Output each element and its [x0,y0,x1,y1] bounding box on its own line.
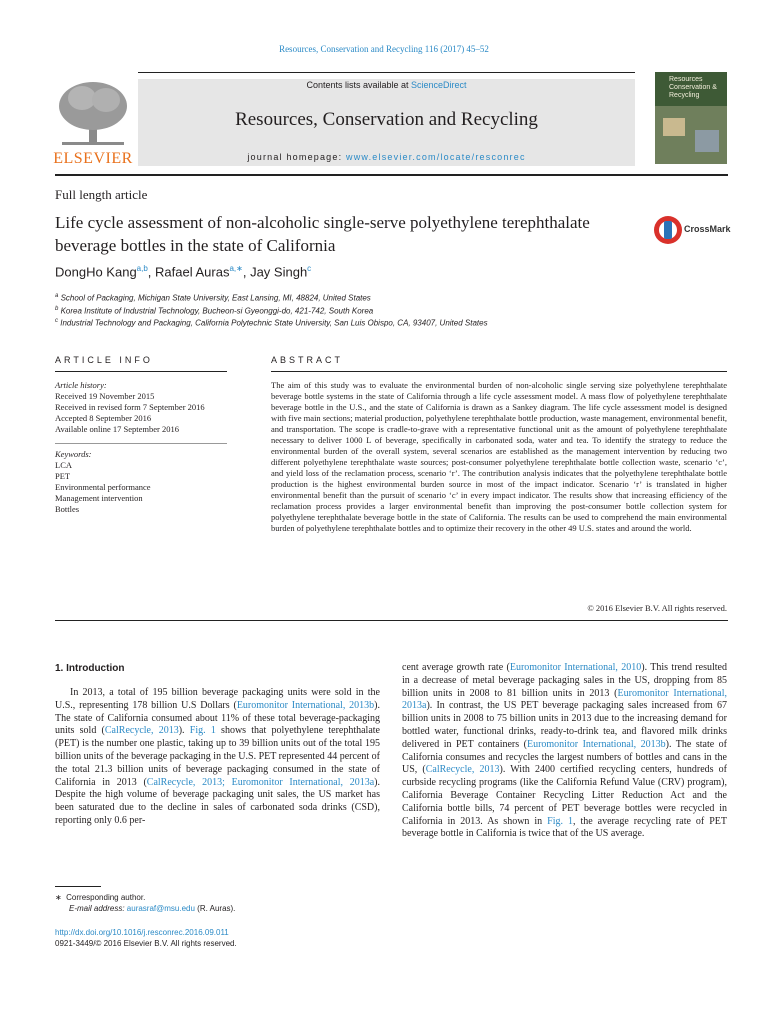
citation-link[interactable]: CalRecycle, 2013 [104,725,179,737]
author-name[interactable]: DongHo Kang [55,264,137,280]
journal-cover-image [655,72,727,164]
keyword-item: Management intervention [55,493,143,503]
citation-link[interactable]: Euromonitor International, 2013a [402,687,727,712]
keyword-item: Bottles [55,504,80,514]
cover-photo-tile [695,130,719,152]
corresponding-label: Corresponding author. [66,893,146,902]
body-text: , the average recycling rate of PET beverage bottle in California is twice that of the US average. [402,815,727,840]
abstract-rule [271,371,727,372]
cover-photo-tile [663,118,685,136]
author-affiliation-marks[interactable]: c [307,264,312,273]
history-item: Accepted 8 September 2016 [55,413,152,423]
article-info-rule [55,371,227,372]
keywords-block [55,449,227,515]
citation-link[interactable]: CalRecycle, 2013 [425,764,500,776]
homepage-prefix: journal homepage: [247,152,346,162]
keyword-item: PET [55,471,71,481]
body-column-right [402,662,727,841]
corresponding-author-note [55,892,355,903]
author-separator: , [242,264,251,280]
affiliations [55,291,655,329]
doi-link[interactable]: http://dx.doi.org/10.1016/j.resconrec.2016.09.011 [55,928,229,937]
body-text: ). This trend resulted in a decrease of metal beverage packaging sales in the US, dropping from 85 billion units in 2008 to 81 billion units in 2013 ( [402,662,727,699]
affiliation-text: School of Packaging, Michigan State University, East Lansing, MI, 48824, United States [58,293,371,303]
homepage-link[interactable]: www.elsevier.com/locate/resconrec [346,152,526,162]
affiliation-item [55,316,655,329]
article-title: Life cycle assessment of non-alcoholic single-serve polyethylene terephthalate beverage bottles in the state of California [55,213,590,255]
author-name[interactable]: Jay Singh [250,264,308,280]
body-column-left [55,687,380,828]
article-info-heading: ARTICLE INFO [55,355,153,365]
doi-block [55,927,355,949]
keyword-list [55,460,227,515]
author-affiliation-marks[interactable]: a,∗ [229,264,243,273]
homepage-line [138,152,635,162]
citation-link[interactable]: Fig. 1 [547,815,573,827]
abstract-heading: ABSTRACT [271,355,344,365]
abstract-bottom-rule [55,620,728,621]
footnote-rule [55,886,101,887]
email-suffix: (R. Auras). [194,904,236,913]
introduction-heading: 1. Introduction [55,663,125,674]
publisher-name: ELSEVIER [53,150,133,167]
author-list [55,264,311,279]
author-separator: , [147,264,156,280]
history-item: Received in revised form 7 September 2016 [55,402,205,412]
intro-paragraph [55,687,380,828]
article-type: Full length article [55,187,148,202]
email-label: E-mail address: [69,904,127,913]
citation-link[interactable]: Euromonitor International, 2010 [509,662,642,673]
body-text: ). The state of California consumed about 11% of these total beverage-packaging units sold ( [55,699,380,737]
body-text: cent average growth rate ( [402,662,510,673]
keywords-label: Keywords: [55,449,92,459]
email-link[interactable]: aurasraf@msu.edu [126,904,195,913]
journal-citation[interactable]: Resources, Conservation and Recycling 116 (2017) 45–52 [279,44,489,54]
body-text: ). In contrast, the US PET beverage packaging sales increased from 67 billion units in 2008 to 75 billion units in 2013 due to the increasing demand for bottled water, functional drinks, ready-to-drink tea, and flavored milk drinks delivered in PET containers ( [402,700,727,750]
citation-link[interactable]: CalRecycle, 2013; Euromonitor International, 2013a [146,776,375,788]
email-line [55,903,355,914]
header-bottom-rule [55,174,728,176]
body-text: ). [178,725,190,737]
history-item: Received 19 November 2015 [55,391,155,401]
article-history [55,380,227,435]
intro-paragraph-continued [402,662,727,841]
affiliation-text: Korea Institute of Industrial Technology, Bucheon-si Gyeonggi-do, 421-742, South Korea [58,306,374,316]
footnote [55,892,355,914]
abstract-copyright: © 2016 Elsevier B.V. All rights reserved. [587,603,727,613]
cover-title: Resources Conservation & Recycling [669,76,717,99]
author-affiliation-marks[interactable]: a,b [136,264,148,273]
history-label: Article history: [55,380,107,390]
contents-line [138,80,635,90]
keyword-item: LCA [55,460,72,470]
crossmark-label: CrossMark [684,224,731,234]
citation-link[interactable]: Euromonitor International, 2013b [236,699,375,711]
body-text: ). The state of California consumes and recycles the largest numbers of bottles and cans in the US, ( [402,738,727,776]
body-text: In 2013, a total of 195 billion beverage packaging units were sold in the U.S., representing 178 billion U.S Dollars ( [55,687,380,711]
keywords-rule [55,443,227,444]
body-text: ). With 2400 certified recycling centers, hundreds of curbside recycling programs (like the California Refund Value (CRV) program), California Beverage Container Recycling Litter Reduction Act and the California bottle bills, 74 percent of PET beverage bottles were recycled in California in 2013. As shown in [402,764,727,827]
affiliation-item [55,291,655,304]
affiliation-text: Industrial Technology and Packaging, California Polytechnic State University, San Luis Obispo, CA, 93407, United States [58,318,488,328]
affiliation-mark: a [55,293,59,299]
sciencedirect-link[interactable]: ScienceDirect [411,80,467,90]
body-text: shows that polyethylene terephthalate (PET) is the number one plastic, taking up to 39 billion units out of the total 195 billion units of the beverage packaging in the U.S. PET represented 44 percent of the total 21.3 billion units of beverage packaging consumed in the state of California in 2013 ( [55,725,380,788]
footnote-mark: ∗ [55,893,62,902]
affiliation-mark: c [55,318,58,325]
contents-prefix: Contents lists available at [306,80,412,90]
header-top-rule [138,72,635,73]
citation-link[interactable]: Euromonitor International, 2013b [526,738,666,750]
history-item: Available online 17 September 2016 [55,424,180,434]
keyword-item: Environmental performance [55,482,151,492]
author-name[interactable]: Rafael Auras [155,264,230,280]
affiliation-item [55,304,655,317]
abstract-text: The aim of this study was to evaluate the environmental burden of non-alcoholic single serving size polyethylene terephthalate beverage bottle systems in the state of California through a life cycle assessment model. A mass flow of polyethylene terephthalate beverage bottle in the U.S., and the state of California is drawn as a Sankey diagram. The life cycle assessment model is designed with five main sections; material production, polyethylene terephthalate bottle production, waste management, environmental benefit, and transportation. The scope is cradle-to-grave with a representative functional unit as the amount of polyethylene terephthalate necessary to deliver 1000 L of beverage, specifically in carbonated soda, water and tea. To identify the strategy to reduce the environmental burden of the overall system, several scenarios are established as the management intervention by reducing two different polyethylene terephthalate waste sources; post-consumer polyethylene terephthalate bottle collection waste, scenario ‘c’, and yield loss of the reclamation process, scenario ‘r’. The contribution analysis indicates that the polyethylene terephthalate bottle production is the highest environmental burden source in most of the impact indicator. Scenario ‘r’ is translated in higher environmental benefit than the pursuit of scenario ‘c’ in every impact indicator. The results show that increasing efficiency of the reclamation process provides a larger environmental benefit than improving the post-consumer bottle collection system for polyethylene terephthalate beverage bottle in the state of California. The results can be used to comprehend the main environmental burden of polyethylene terephthalate bottles and to optimize their recovery in the other 49 U.S. states and around the world. [271,380,727,533]
journal-name: Resources, Conservation and Recycling [235,109,538,130]
crossmark-icon [653,215,683,245]
affiliation-mark: b [55,305,59,312]
citation-link[interactable]: Fig. 1 [189,725,216,737]
crossmark-badge[interactable] [653,215,733,245]
issn-line: 0921-3449/© 2016 Elsevier B.V. All rights reserved. [55,939,237,948]
history-list [55,391,227,435]
body-text: ). Despite the high volume of beverage packaging unit sales, the US market has been saturated due to the decline in sales of carbonated soda drinks (CSD), reporting only 0.6 per- [55,776,380,826]
